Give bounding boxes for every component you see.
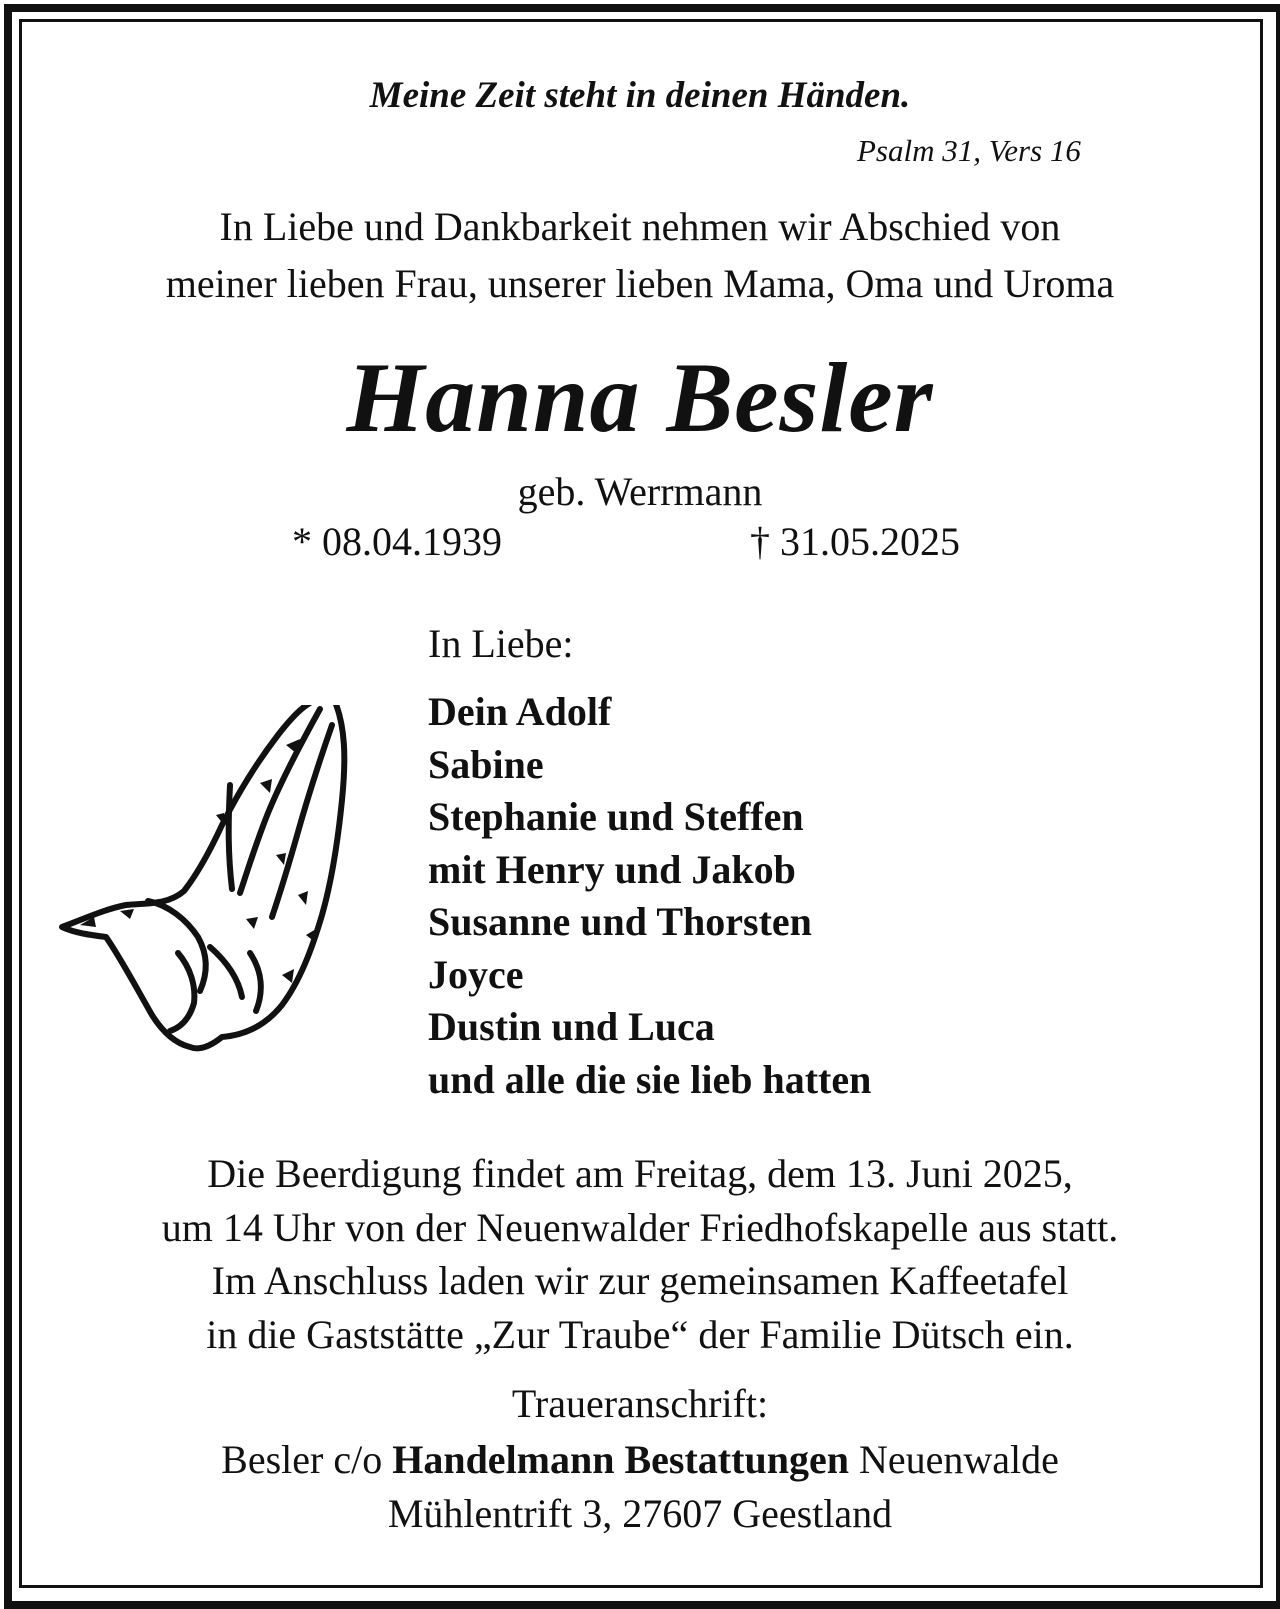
funeral-line: in die Gaststätte „Zur Traube“ der Familie Dütsch ein. — [206, 1311, 1074, 1357]
address-label: Traueranschrift: — [511, 1381, 769, 1426]
funeral-home-name: Handelmann Bestattungen — [392, 1437, 849, 1482]
intro-line-2: meiner lieben Frau, unserer lieben Mama, Oma und Uroma — [165, 261, 1115, 306]
intro-line-1: In Liebe und Dankbarkeit nehmen wir Abschied von — [219, 204, 1061, 249]
motto: Meine Zeit steht in deinen Händen. — [369, 75, 911, 116]
list-item: und alle die sie lieb hatten — [428, 1056, 872, 1102]
address-suffix: Neuenwalde — [848, 1437, 1059, 1482]
address-prefix: Besler c/o — [221, 1437, 393, 1482]
list-item: Stephanie und Steffen — [428, 794, 804, 839]
list-item: Dein Adolf — [428, 689, 612, 734]
list-item: Joyce — [428, 951, 524, 997]
address-line — [0, 1436, 1280, 1483]
praying-hands-icon — [50, 705, 350, 1060]
verse-reference: Psalm 31, Vers 16 — [857, 133, 1081, 168]
funeral-line: Die Beerdigung findet am Freitag, dem 13. Juni 2025, — [207, 1151, 1073, 1196]
list-item: Dustin und Luca — [428, 1004, 715, 1049]
maiden-name: geb. Werrmann — [517, 469, 763, 514]
list-item: Sabine — [428, 741, 544, 787]
mourners-list — [428, 686, 871, 1106]
address-street: Mühlentrift 3, 27607 Geestland — [387, 1491, 893, 1536]
deceased-name: Hanna Besler — [346, 342, 934, 453]
funeral-line: Im Anschluss laden wir zur gemeinsamen Kaffeetafel — [211, 1258, 1069, 1303]
list-item: Susanne und Thorsten — [428, 899, 812, 944]
funeral-details — [0, 1147, 1280, 1361]
list-item: mit Henry und Jakob — [428, 846, 796, 892]
death-date: † 31.05.2025 — [750, 519, 960, 564]
love-label: In Liebe: — [428, 621, 574, 666]
funeral-line: um 14 Uhr von der Neuenwalder Friedhofskapelle aus statt. — [161, 1204, 1119, 1250]
birth-date: * 08.04.1939 — [292, 519, 502, 564]
